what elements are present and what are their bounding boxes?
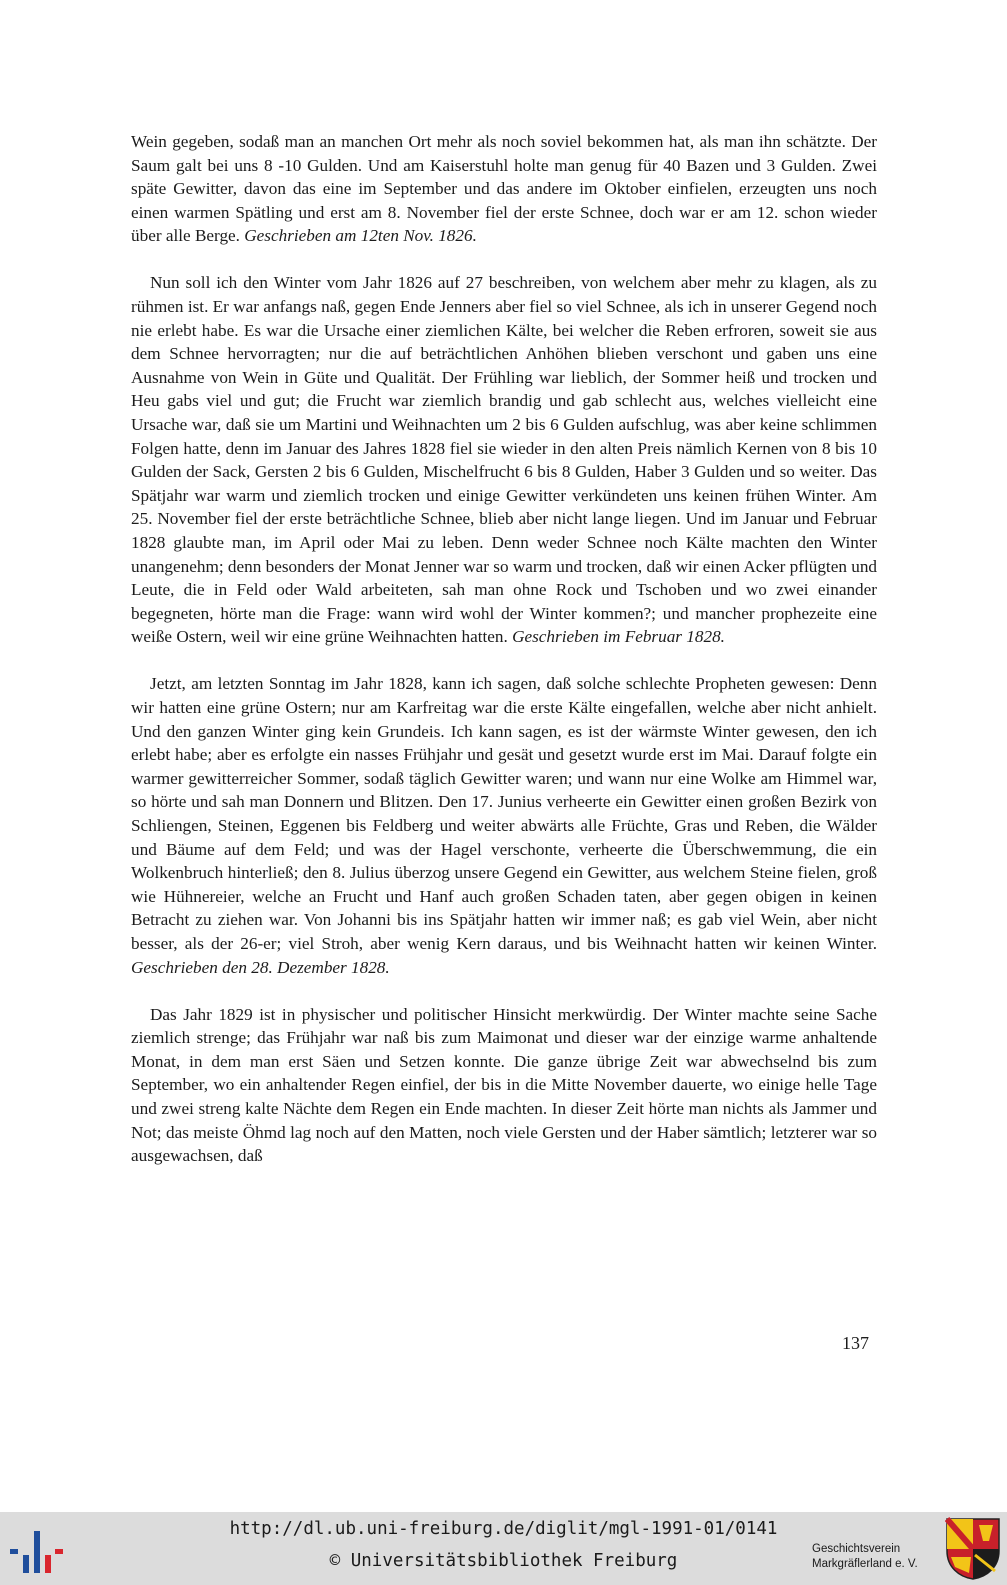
paragraph-2	[131, 271, 877, 649]
paragraph-4-text: Das Jahr 1829 ist in physischer und politischer Hinsicht merkwürdig. Der Winter machte seine Sache ziemlich strenge; das Frühjahr war naß bis zum Maimonat und dieser war der einzige warme anhaltende Monat, in dem man erst Säen und Setzen konnte. Die ganze übrige Zeit war abwechselnd bis zum September, wo ein anhaltender Regen einfiel, der bis in die Mitte November dauerte, wo einige helle Tage und zwei streng kalte Nächte dem Regen ein Ende machten. In dieser Zeit hörte man nichts als Jammer und Not; das meiste Öhmd lag noch auf den Matten, noch viele Gersten und der Haber sämtlich; letzterer war so ausgewachsen, daß	[131, 1004, 877, 1166]
paragraph-2-text: Nun soll ich den Winter vom Jahr 1826 auf 27 beschreiben, von welchem aber mehr zu klagen, als zu rühmen ist. Er war anfangs naß, gegen Ende Jenners aber fiel so viel Schnee, als ich in unserer Gegend noch nie erlebt habe. Es war die Ursache einer ziemlichen Kälte, bei welcher die Reben erfroren, soweit sie aus dem Schnee hervorragten; nur die auf beträchtlichen Anhöhen blieben verschont und gaben uns eine Ausnahme von Wein in Güte und Qualität. Der Frühling war lieblich, der Sommer heiß und trocken und Heu gabs viel und gut; die Frucht war ziemlich brandig und gab schlecht aus, welches vielleicht eine Ursache war, daß sie um Martini und Weihnachten um 2 bis 6 Gulden aufschlug, was aber keine schlimmen Folgen hatte, denn im Januar des Jahres 1828 fiel sie wieder in den alten Preis nämlich Kernen von 8 bis 10 Gulden der Sack, Gersten 2 bis 6 Gulden, Mischelfrucht 6 bis 8 Gulden, Haber 3 Gulden und so weiter. Das Spätjahr war warm und ziemlich trocken und einige Gewitter verkündeten uns keinen frühen Winter. Am 25. November fiel der erste beträchtliche Schnee, blieb aber nicht lange liegen. Und im Januar und Februar 1828 glaubte man, im April oder Mai zu leben. Denn weder Schnee noch Kälte machten den Winter unangenehm; denn besonders der Monat Jenner war so warm und trocken, daß wir einen Acker pflügten und Leute, die in Feld oder Wald arbeiteten, sah man ohne Rock und Tschoben und wo zwei einander begegneten, hörte man die Frage: wann wird wohl der Winter kommen?; und mancher prophezeite eine weiße Ostern, weil wir eine grüne Weihnachten hatten.	[131, 273, 878, 647]
footer-url-link[interactable]: http://dl.ub.uni-freiburg.de/diglit/mgl-1991-01/0141	[229, 1519, 778, 1539]
paragraph-1-signature: Geschrieben am 12ten Nov. 1826.	[244, 226, 477, 246]
paragraph-2-signature: Geschrieben im Februar 1828.	[512, 627, 725, 647]
paragraph-1	[131, 130, 877, 248]
paragraph-3-signature: Geschrieben den 28. Dezember 1828.	[131, 957, 390, 977]
page-number: 137	[842, 1333, 869, 1353]
document-body	[131, 130, 877, 1191]
footer-copyright: © Universitätsbibliothek Freiburg	[329, 1551, 678, 1571]
paragraph-1-text: Wein gegeben, sodaß man an manchen Ort mehr als noch soviel bekommen hat, als man ihn schätzte. Der Saum galt bei uns 8 -10 Gulden. Und am Kaiserstuhl holte man genug für 40 Bazen und 3 Gulden. Zwei späte Gewitter, davon das eine im September und das andere im Oktober einfielen, erzeugten uns noch einen warmen Spätling und erst am 8. November fiel der erste Schnee, doch war er am 12. schon wieder über alle Berge.	[131, 132, 877, 246]
society-name	[812, 1542, 918, 1572]
coat-of-arms-icon	[945, 1517, 1001, 1581]
society-name-line-2: Markgräflerland e. V.	[812, 1558, 918, 1570]
footer-bar	[0, 1512, 1007, 1585]
paragraph-3	[131, 672, 877, 979]
society-name-line-1: Geschichtsverein	[812, 1543, 901, 1555]
paragraph-3-text: Jetzt, am letzten Sonntag im Jahr 1828, kann ich sagen, daß solche schlechte Propheten gewesen: Denn wir hatten eine grüne Ostern; nur am Karfreitag war die erste Kälte eingefallen, welche aber nicht anhielt. Und den ganzen Winter ging kein Grundeis. Ich kann sagen, es ist der wärmste Winter gewesen, den ich erlebt habe; aber es erfolgte ein nasses Frühjahr und gesät und gesetzt wurde erst im Mai. Darauf folgte ein warmer gewitterreicher Sommer, sodaß täglich Gewitter waren; und wann nur eine Wolke am Himmel war, so hörte und sah man Donnern und Blitzen. Den 17. Junius verheerte ein Gewitter einen großen Bezirk von Schliengen, Steinen, Eggenen bis Feldberg und weiter abwärts alle Früchte, Gras und Reben, die Wälder und Bäume auf dem Feld; und was der Hagel verschonte, verheerte die Überschwemmung, die ein Wolkenbruch hinterließ; den 8. Julius überzog unsere Gegend ein Gewitter, aus welchem Steine fielen, groß wie Hühnereier, welche an Frucht und Hanf auch großen Schaden taten, aber gegen obigen in keinen Betracht zu ziehen war. Von Johanni bis ins Spätjahr hatten wir immer naß; es gab viel Wein, aber nicht besser, als der 26-er; viel Stroh, aber wenig Kern daraus, und bis Weihnacht hatten wir keinen Winter.	[131, 674, 877, 953]
paragraph-4	[131, 1003, 877, 1168]
